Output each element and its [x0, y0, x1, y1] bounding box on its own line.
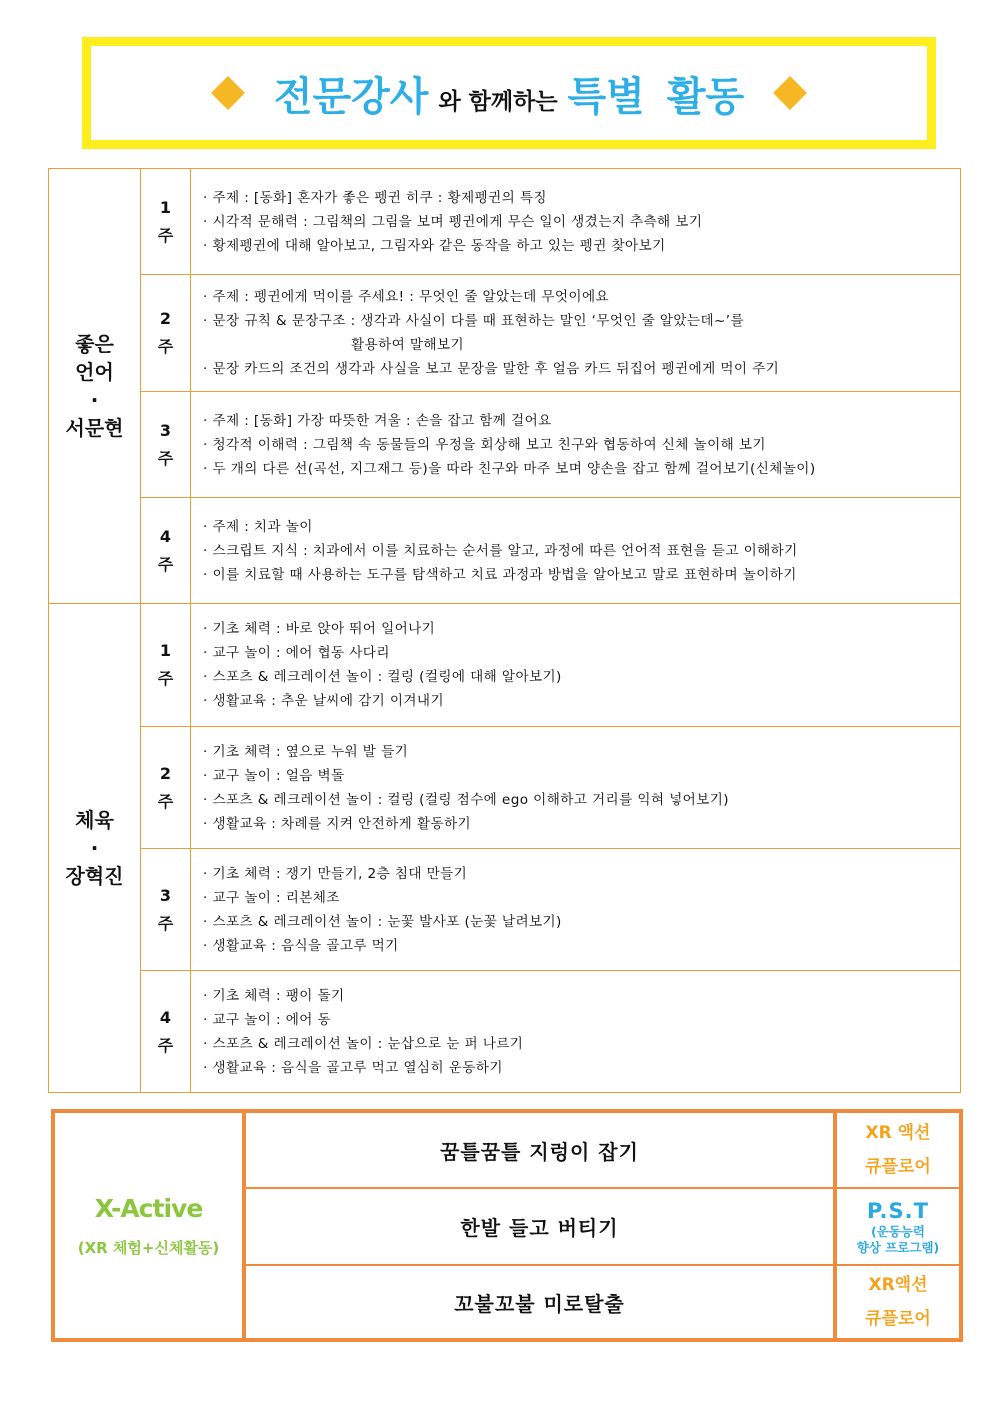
program-tag-line: 큐플로어: [865, 1157, 931, 1177]
week-content: [191, 392, 961, 498]
list-item: · 생활교육 : 차례를 지켜 안전하게 활동하기: [203, 815, 472, 832]
list-item: · 스포츠 & 레크레이션 놀이 : 컬링 (컬링에 대해 알아보기): [203, 669, 562, 685]
list-item: · 두 개의 다른 선(곡선, 지그재그 등)을 따라 친구와 마주 보며 양손을 잡고 함께 걸어보기(신체놀이): [203, 460, 816, 477]
table-row: [49, 849, 961, 971]
title-connector: 와 함께하는: [438, 88, 558, 115]
xactive-label-cell: [55, 1113, 246, 1338]
list-item: · 문장 규칙 & 문장구조 : 생각과 사실이 다를 때 표현하는 말인 ‘무엇인 줄 알았는데~’를: [203, 313, 745, 329]
week-content: [191, 275, 961, 392]
title-accent-instructors: 전문강사: [273, 73, 429, 120]
subject-dot: ·: [90, 836, 99, 860]
list-item: · 교구 놀이 : 에어 협동 사다리: [203, 645, 390, 661]
subject-text: 언어: [75, 360, 114, 384]
list-item: · 주제 : [동화] 혼자가 좋은 펭귄 히쿠 : 황제펭귄의 특징: [203, 189, 547, 206]
week-unit: 주: [157, 913, 174, 933]
list-item: · 생활교육 : 음식을 골고루 먹기: [203, 937, 399, 954]
list-item: · 스크립트 지식 : 치과에서 이를 치료하는 순서를 알고, 과정에 따른 언어적 표현을 듣고 이해하기: [203, 542, 798, 559]
week-unit: 주: [157, 791, 174, 811]
week-content: [191, 604, 961, 727]
subject-text: 좋은: [75, 332, 114, 356]
program-tag-line: XR액션: [868, 1275, 928, 1295]
week-unit: 주: [157, 669, 174, 688]
program-tag-cell: [833, 1266, 959, 1338]
week-number: 1: [159, 641, 172, 660]
week-cell: [141, 727, 191, 849]
list-item: · 스포츠 & 레크레이션 놀이 : 눈꽃 발사포 (눈꽃 날려보기): [203, 913, 562, 930]
week-unit: 주: [157, 448, 174, 468]
list-item: · 주제 : 치과 놀이: [203, 518, 313, 535]
instructor-name: 서문현: [65, 416, 124, 440]
diamond-icon-left: [211, 76, 245, 110]
program-tag-cell: [833, 1113, 959, 1189]
list-item: · 기초 체력 : 바로 앉아 뛰어 일어나기: [203, 621, 436, 637]
week-unit: 주: [157, 554, 174, 574]
subject-text: 체육: [75, 808, 114, 832]
table-row: [49, 727, 961, 849]
list-item: · 문장 카드의 조건의 생각과 사실을 보고 문장을 말한 후 얼음 카드 뒤집어 펭귄에게 먹이 주기: [203, 361, 780, 377]
instructor-name: 장혁진: [65, 864, 124, 888]
list-item: · 시각적 문해력 : 그림책의 그림을 보며 펭귄에게 무슨 일이 생겼는지 추측해 보기: [203, 213, 703, 230]
diamond-icon-right: [773, 76, 807, 110]
week-cell: [141, 498, 191, 604]
list-item: · 교구 놀이 : 얼음 벽돌: [203, 767, 345, 784]
week-unit: 주: [157, 1035, 174, 1055]
list-item: · 이를 치료할 때 사용하는 도구를 탐색하고 치료 과정과 방법을 알아보고 말로 표현하며 놀이하기: [203, 566, 797, 583]
week-cell: [141, 971, 191, 1093]
list-item: · 스포츠 & 레크레이션 놀이 : 컬링 (컬링 점수에 ego 이해하고 거리를 익혀 넣어보기): [203, 791, 729, 808]
week-content: [191, 727, 961, 849]
week-content: [191, 169, 961, 275]
xactive-title: X-Active: [94, 1193, 203, 1223]
table-row: [49, 275, 961, 392]
list-item: · 생활교육 : 음식을 골고루 먹고 열심히 운동하기: [203, 1059, 503, 1076]
list-item: · 주제 : 펭귄에게 먹이를 주세요! : 무엇인 줄 알았는데 무엇이에요: [203, 289, 610, 305]
week-cell: [141, 169, 191, 275]
program-tag-line: XR 액션: [865, 1123, 931, 1143]
program-tag-line: 큐플로어: [865, 1309, 931, 1329]
week-cell: [141, 604, 191, 727]
subject-cell-language: [49, 169, 141, 604]
program-tag-line: 향상 프로그램): [856, 1239, 940, 1255]
week-unit: 주: [157, 225, 174, 245]
week-cell: [141, 849, 191, 971]
list-item: · 생활교육 : 추운 날씨에 감기 이겨내기: [203, 693, 444, 709]
list-item: · 교구 놀이 : 리본체조: [203, 889, 340, 906]
table-row: [49, 498, 961, 604]
program-tag-line: P.S.T: [867, 1198, 929, 1223]
subject-cell-pe: [49, 604, 141, 1093]
week-cell: [141, 392, 191, 498]
list-item: · 주제 : [동화] 가장 따뜻한 겨울 : 손을 잡고 함께 걸어요: [203, 412, 552, 429]
week-cell: [141, 275, 191, 392]
week-number: 4: [159, 1007, 172, 1027]
activity-cell: 꼬불꼬불 미로탈출: [454, 1291, 625, 1316]
week-number: 2: [159, 309, 172, 328]
week-number: 3: [159, 420, 172, 440]
week-number: 1: [159, 197, 172, 217]
xactive-subtitle: (XR 체험+신체활동): [77, 1238, 220, 1257]
week-content: [191, 498, 961, 604]
list-item: · 황제펭귄에 대해 알아보고, 그림자와 같은 동작을 하고 있는 펭귄 찾아보기: [203, 237, 666, 254]
title-banner: [82, 37, 936, 149]
list-item: · 기초 체력 : 팽이 돌기: [203, 987, 345, 1004]
week-number: 4: [159, 526, 172, 546]
table-row: [49, 169, 961, 275]
week-number: 3: [159, 885, 172, 905]
list-item: · 교구 놀이 : 에어 동: [203, 1011, 332, 1028]
activity-cell: 꿈틀꿈틀 지렁이 잡기: [246, 1113, 833, 1189]
activity-cell: 한발 들고 버티기: [246, 1189, 833, 1266]
week-content: [191, 971, 961, 1093]
subject-dot: ·: [90, 388, 99, 412]
week-unit: 주: [157, 337, 174, 356]
list-item: · 기초 체력 : 쟁기 만들기, 2층 침대 만들기: [203, 865, 468, 882]
program-tag-cell: [833, 1189, 959, 1266]
list-item: · 청각적 이해력 : 그림책 속 동물들의 우정을 회상해 보고 친구와 협동하여 신체 놀이해 보기: [203, 436, 766, 453]
week-number: 2: [159, 763, 172, 783]
table-row: [49, 604, 961, 727]
list-item: · 기초 체력 : 옆으로 누워 발 들기: [203, 743, 409, 760]
list-item: · 스포츠 & 레크레이션 놀이 : 눈삽으로 눈 퍼 나르기: [203, 1035, 524, 1052]
week-content: [191, 849, 961, 971]
table-row: [49, 971, 961, 1093]
xactive-table: [51, 1109, 963, 1342]
program-tag-line: (운동능력: [870, 1223, 925, 1239]
table-row: [49, 392, 961, 498]
title-accent-activity: 활동: [666, 73, 745, 120]
title-accent-special: 특별: [567, 73, 645, 120]
list-item-continuation: 활용하여 말해보기: [351, 337, 464, 353]
title-row: [91, 46, 927, 140]
schedule-table: [48, 168, 961, 1093]
